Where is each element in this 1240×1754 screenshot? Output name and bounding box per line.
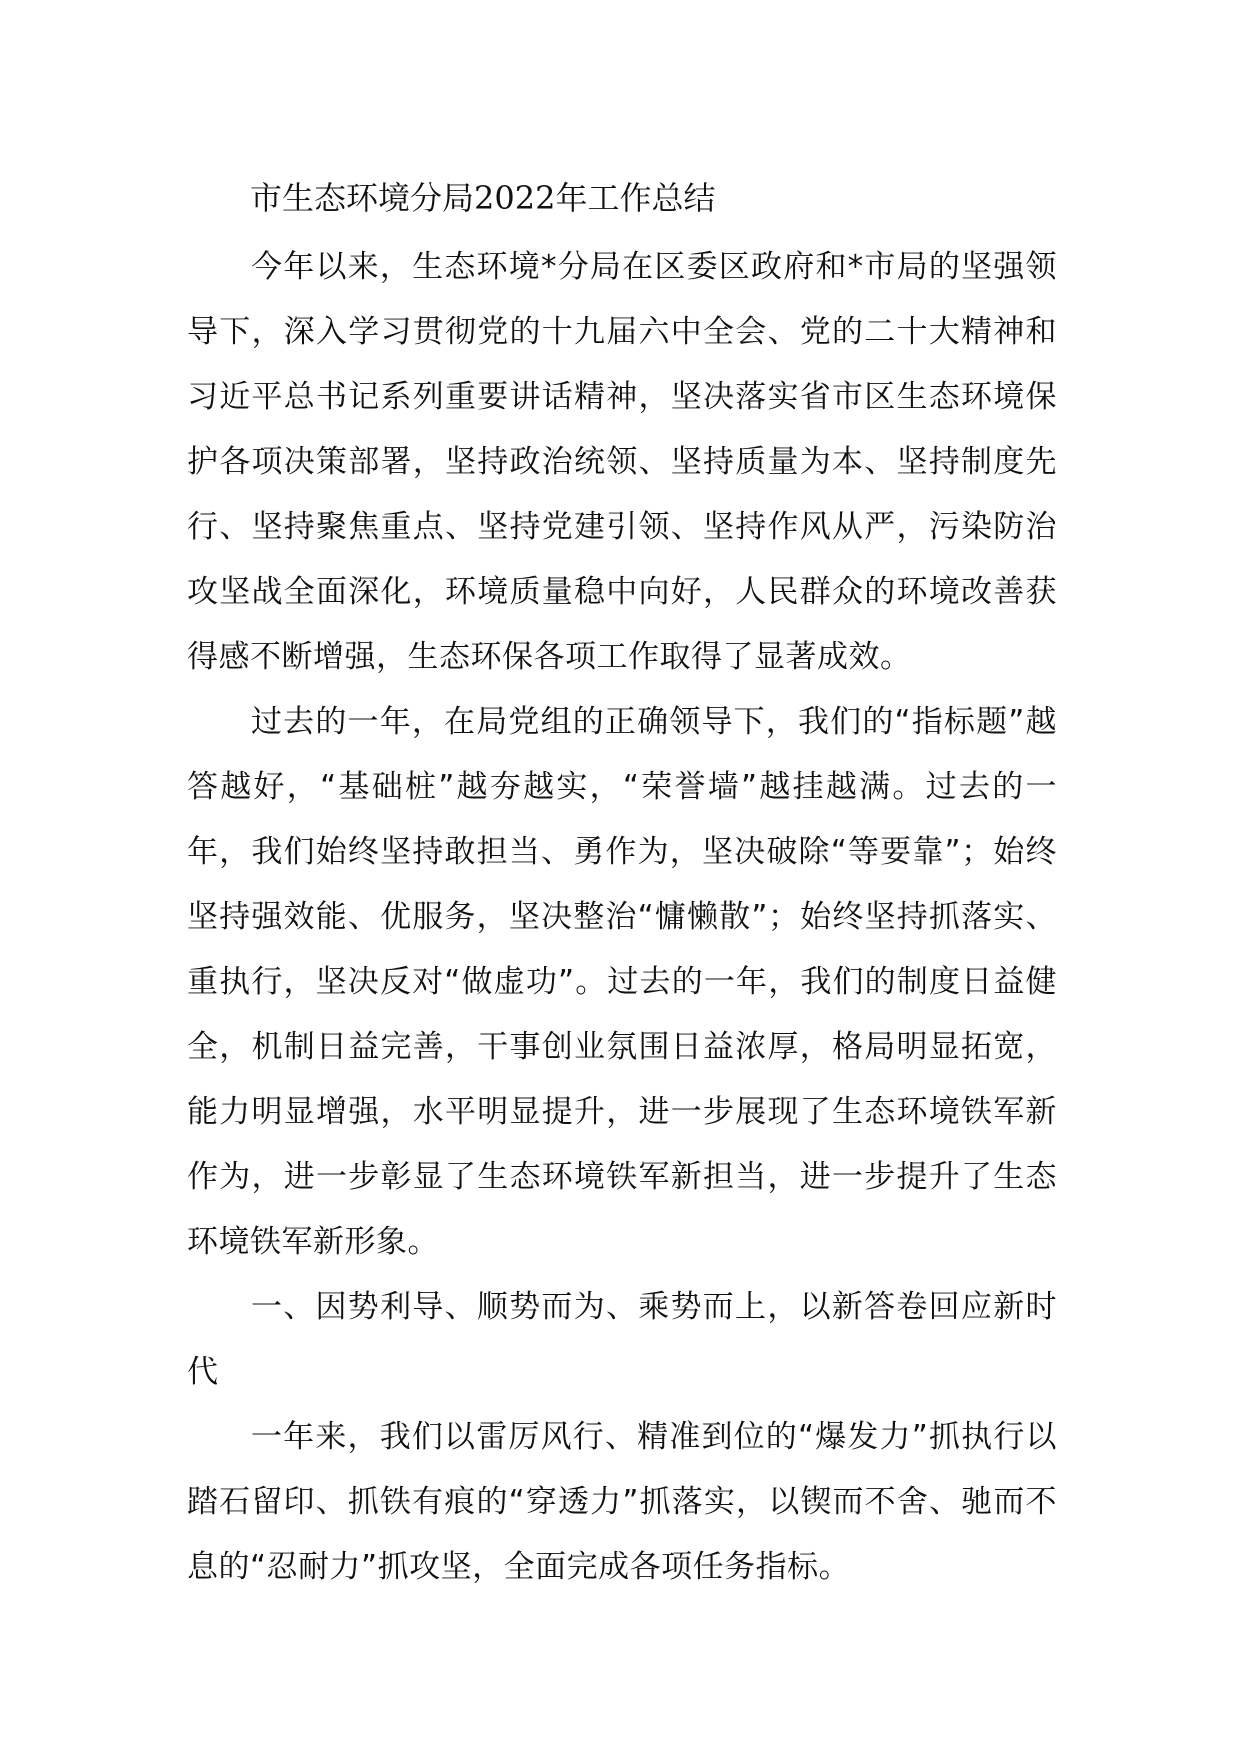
- paragraph-section-1-body: 一年来，我们以雷厉风行、精准到位的“爆发力”抓执行以踏石留印、抓铁有痕的“穿透力”抓落实，以锲而不舍、驰而不息的“忍耐力”抓攻坚，全面完成各项任务指标。: [187, 1419, 1057, 1585]
- document-title: 市生态环境分局2022年工作总结: [250, 179, 716, 217]
- section-heading-1: 一、因势利导、顺势而为、乘势而上，以新答卷回应新时代: [187, 1289, 1057, 1390]
- paragraph-intro: 今年以来，生态环境*分局在区委区政府和*市局的坚强领导下，深入学习贯彻党的十九届六中全会、党的二十大精神和习近平总书记系列重要讲话精神，坚决落实省市区生态环境保护各项决策部署，坚持政治统领、坚持质量为本、坚持制度先行、坚持聚焦重点、坚持党建引领、坚持作风从严，污染防治攻坚战全面深化，环境质量稳中向好，人民群众的环境改善获得感不断增强，生态环保各项工作取得了显著成效。: [187, 249, 1057, 675]
- paragraph-past-year: 过去的一年，在局党组的正确领导下，我们的“指标题”越答越好，“基础桩”越夯越实，“荣誉墙”越挂越满。过去的一年，我们始终坚持敢担当、勇作为，坚决破除“等要靠”；始终坚持强效能、优服务，坚决整治“慵懒散”；始终坚持抓落实、重执行，坚决反对“做虚功”。过去的一年，我们的制度日益健全，机制日益完善，干事创业氛围日益浓厚，格局明显拓宽，能力明显增强，水平明显提升，进一步展现了生态环境铁军新作为，进一步彰显了生态环境铁军新担当，进一步提升了生态环境铁军新形象。: [187, 704, 1057, 1260]
